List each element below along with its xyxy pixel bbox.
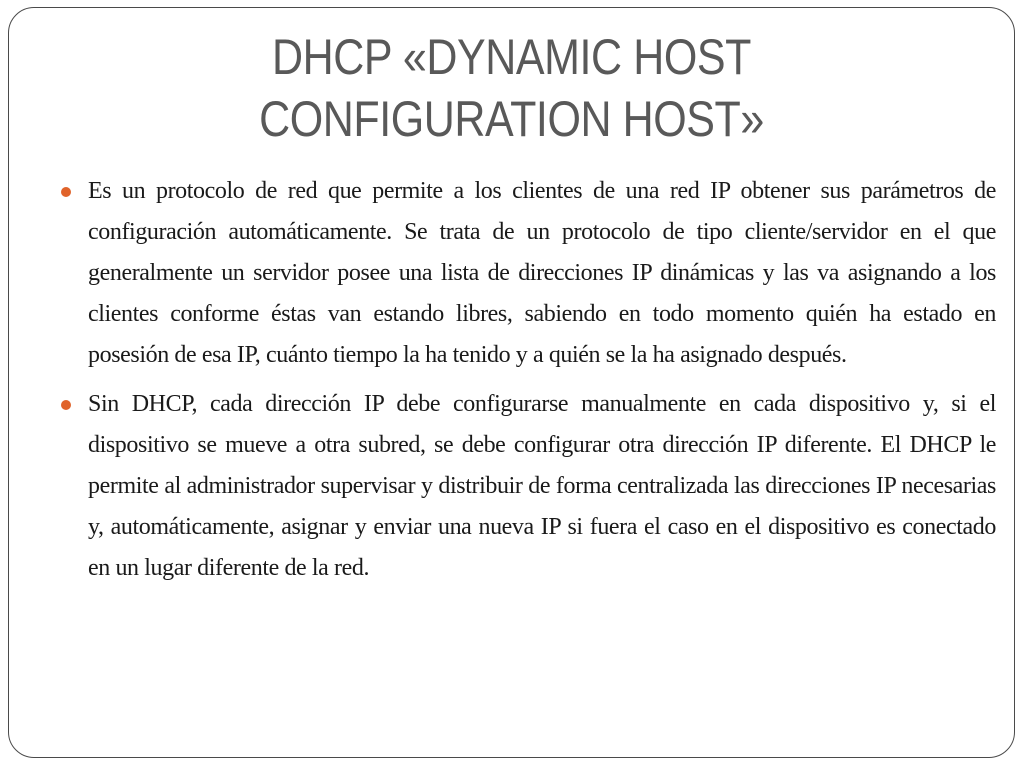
bullet-text-2: Sin DHCP, cada dirección IP debe configurarse manualmente en cada dispositivo y, si el dispositivo se mueve a otra subred, se debe configurar otra dirección IP diferente. El DHCP le permite al administrador supervisar y distribuir de forma centralizada las direcciones IP necesarias y, automáticamente, asignar y enviar una nueva IP si fuera el caso en el dispositivo es conectado en un lugar diferente de la red.: [88, 391, 996, 581]
bullet-item-1: [59, 171, 996, 376]
bullet-item-2: [59, 384, 996, 589]
bullet-dot-icon: [61, 400, 71, 410]
bullet-dot-icon: [61, 187, 71, 197]
slide-title-line-1: DHCP «DYNAMIC HOST: [272, 29, 751, 85]
slide-frame: [8, 7, 1015, 758]
bullet-list: [59, 171, 996, 597]
slide-title: [79, 26, 943, 150]
slide-title-line-2: CONFIGURATION HOST»: [259, 91, 764, 147]
bullet-text-1: Es un protocolo de red que permite a los clientes de una red IP obtener sus parámetros de configuración automáticamente. Se trata de un protocolo de tipo cliente/servidor en el que generalmente un servidor posee una lista de direcciones IP dinámicas y las va asignando a los clientes conforme éstas van estando libres, sabiendo en todo momento quién ha estado en posesión de esa IP, cuánto tiempo la ha tenido y a quién se la ha asignado después.: [88, 178, 996, 368]
